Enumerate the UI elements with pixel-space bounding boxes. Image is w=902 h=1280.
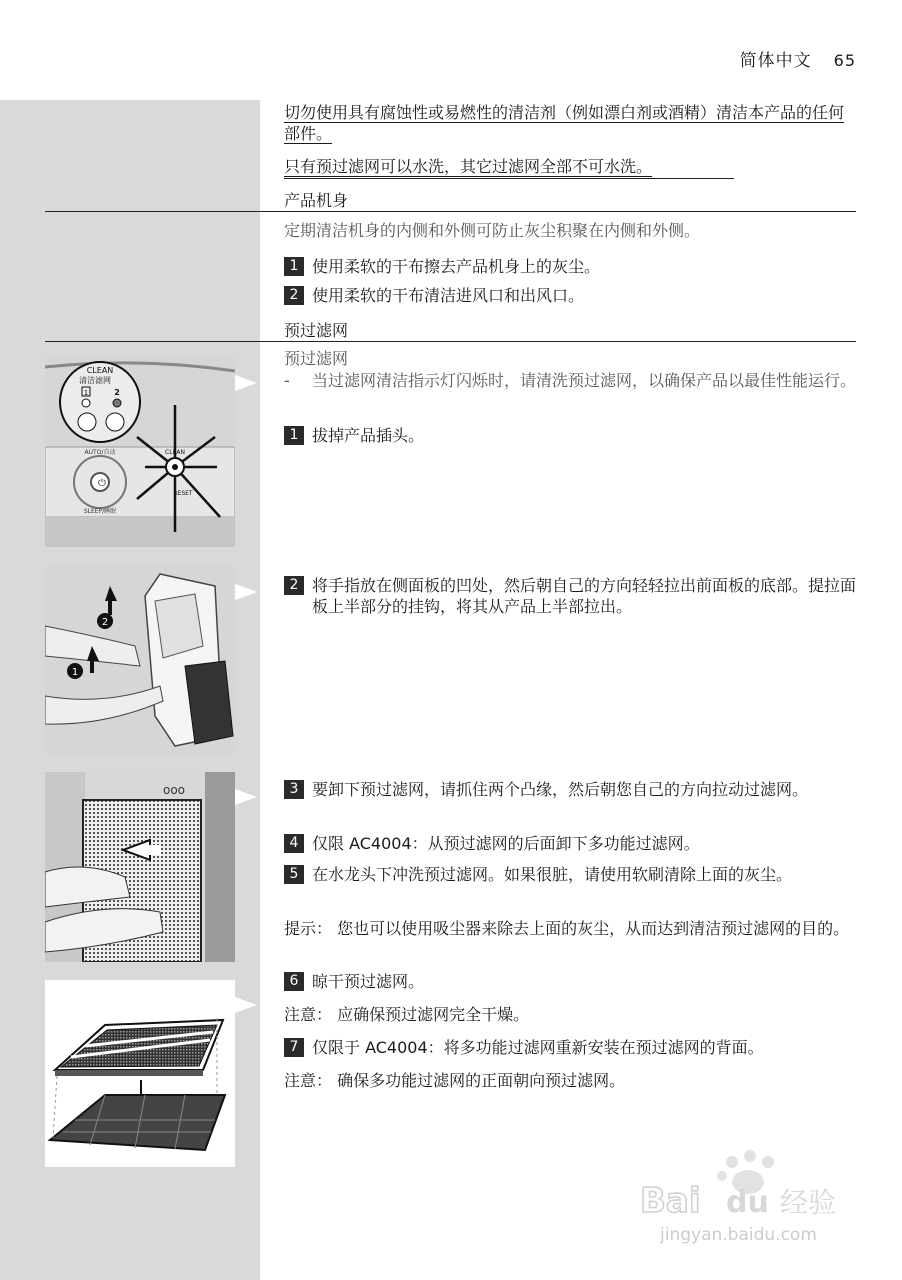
page-header [740,46,856,71]
callout-pointer-1 [235,375,257,391]
panel-clean-cn-label: 清洁滤网 [79,376,111,385]
step-number: 1 [284,257,304,276]
panel-reset-label: RESET [173,490,193,497]
panel-clean-small-label: CLEAN [165,449,185,456]
step-text: 使用柔软的干布清洁进风口和出风口。 [312,286,585,305]
filter-assembly-illustration [45,980,235,1167]
tip-text: 提示： 您也可以使用吸尘器来除去上面的灰尘，从而达到清洁预过滤网的目的。 [284,919,850,938]
panel-one-label: 1 [83,389,89,397]
section-title-body: 产品机身 [284,191,349,210]
step-prefilter-6 [284,971,856,992]
arrow-step-2-label: 2 [101,617,109,628]
filter-assembly-drawing [45,980,235,1167]
watermark-cn: 经验 [780,1186,837,1219]
step-text: 要卸下预过滤网，请抓住两个凸缘，然后朝您自己的方向拉动过滤网。 [312,780,809,799]
note-dry: 注意： 应确保预过滤网完全干燥。 [284,1005,530,1024]
control-panel-drawing [45,357,235,547]
remove-prefilter-illustration [45,772,235,962]
callout-pointer-3 [235,789,257,805]
warning-underline [284,178,734,179]
baidu-paw-icon [640,1150,880,1250]
note-orientation: 注意： 确保多功能过滤网的正面朝向预过滤网。 [284,1071,626,1090]
panel-auto-label: AUTO/自动 [84,449,116,456]
step-number: 6 [284,972,304,991]
svg-text:⏻: ⏻ [98,478,106,489]
step-prefilter-3 [284,779,856,800]
warning-1: 切勿使用具有腐蚀性或易燃性的清洁剂（例如漂白剂或酒精）清洁本产品的任何部件。 [284,103,845,143]
page-number: 65 [833,51,856,70]
prefilter-bullet [284,370,856,391]
panel-two-label: 2 [114,388,120,397]
step-number: 2 [284,576,304,595]
prefilter-subtitle: 预过滤网 [284,349,349,368]
watermark-url: jingyan.baidu.com [660,1225,817,1245]
step-text: 仅限于 AC4004：将多功能过滤网重新安装在预过滤网的背面。 [312,1038,764,1057]
section-rule-prefilter [45,341,856,342]
bullet-dash: - [284,371,290,390]
step-prefilter-1 [284,425,856,446]
warning-2: 只有预过滤网可以水洗，其它过滤网全部不可水洗。 [284,157,653,176]
baidu-watermark [640,1150,880,1250]
control-panel-illustration [45,357,235,547]
step-text: 将手指放在侧面板的凹处，然后朝自己的方向轻轻拉出前面板的底部。提拉面板上半部分的挂钩，将其从产品上半部拉出。 [312,576,857,616]
step-prefilter-7 [284,1037,856,1058]
step-prefilter-4 [284,833,856,854]
step-text: 使用柔软的干布擦去产品机身上的灰尘。 [312,257,601,276]
remove-front-panel-illustration [45,566,235,754]
front-panel-drawing [45,566,235,754]
step-number: 2 [284,286,304,305]
step-body-1 [284,256,856,277]
section-rule-body [45,211,856,212]
step-number: 3 [284,780,304,799]
step-number: 7 [284,1038,304,1057]
callout-pointer-4 [235,997,257,1013]
step-text: 晾干预过滤网。 [312,972,425,991]
step-prefilter-5 [284,864,856,885]
prefilter-removal-drawing [45,772,235,962]
step-number: 1 [284,426,304,445]
arrow-step-1-label: 1 [71,667,79,678]
step-number: 4 [284,834,304,853]
panel-clean-label: CLEAN [86,366,114,375]
section-title-prefilter: 预过滤网 [284,321,349,340]
watermark-brand-du: du [726,1185,769,1220]
panel-sleep-label: SLEEP/睡眠 [83,508,117,515]
step-text: 拔掉产品插头。 [312,426,425,445]
watermark-brand: Bai [640,1181,701,1221]
bullet-text: 当过滤网清洁指示灯闪烁时，请清洗预过滤网，以确保产品以最佳性能运行。 [312,371,857,390]
step-text: 仅限 AC4004：从预过滤网的后面卸下多功能过滤网。 [312,834,700,853]
vent-holes-label: ooo [163,783,186,797]
step-body-2 [284,285,856,306]
header-language: 简体中文 [739,51,812,71]
callout-pointer-2 [235,584,257,600]
step-text: 在水龙头下冲洗预过滤网。如果很脏，请使用软刷清除上面的灰尘。 [312,865,793,884]
step-prefilter-2 [284,575,856,617]
step-number: 5 [284,865,304,884]
body-intro: 定期清洁机身的内侧和外侧可防止灰尘积聚在内侧和外侧。 [284,221,701,240]
